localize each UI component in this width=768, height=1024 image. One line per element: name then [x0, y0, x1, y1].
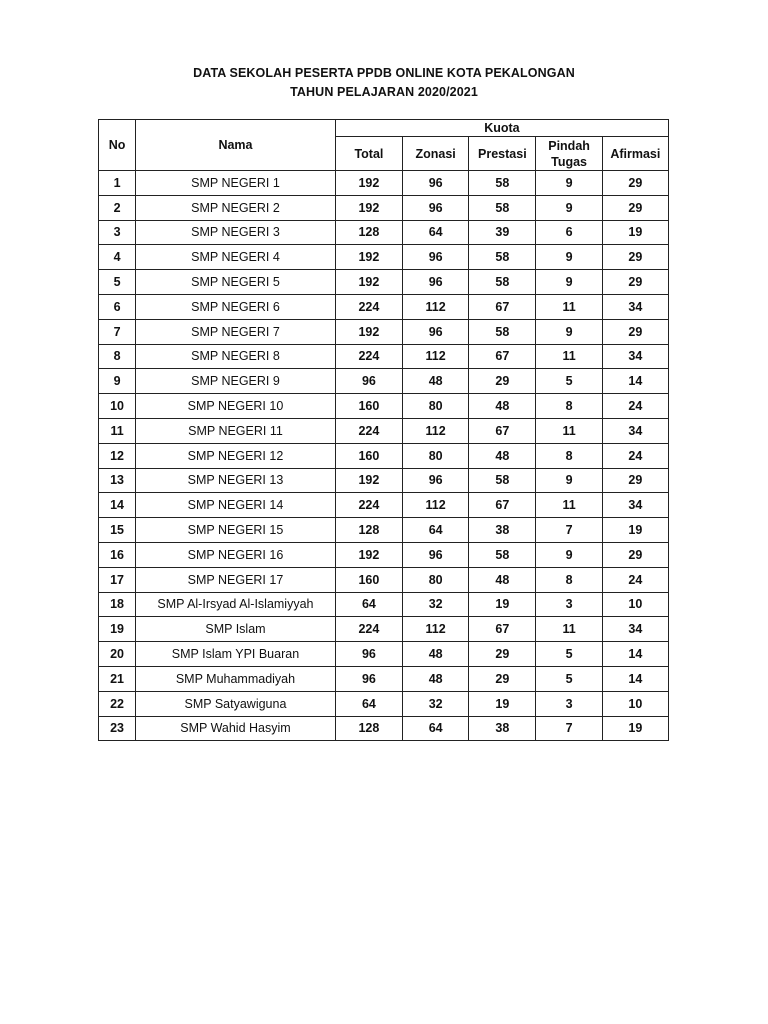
cell-afirmasi: 29	[602, 319, 668, 344]
cell-prestasi: 29	[469, 642, 536, 667]
cell-afirmasi: 19	[602, 220, 668, 245]
cell-prestasi: 19	[469, 691, 536, 716]
cell-afirmasi: 19	[602, 716, 668, 741]
cell-pindah-tugas: 8	[536, 567, 602, 592]
document-title-block	[0, 64, 768, 102]
cell-no: 22	[99, 691, 136, 716]
cell-no: 15	[99, 518, 136, 543]
cell-afirmasi: 29	[602, 270, 668, 295]
cell-pindah-tugas: 11	[536, 344, 602, 369]
cell-prestasi: 58	[469, 468, 536, 493]
document-title: DATA SEKOLAH PESERTA PPDB ONLINE KOTA PEKALONGAN	[193, 66, 575, 80]
cell-afirmasi: 24	[602, 394, 668, 419]
cell-nama: SMP NEGERI 2	[136, 195, 336, 220]
cell-no: 18	[99, 592, 136, 617]
cell-nama: SMP NEGERI 1	[136, 171, 336, 196]
table-row	[99, 592, 669, 617]
cell-nama: SMP Islam YPI Buaran	[136, 642, 336, 667]
cell-no: 21	[99, 666, 136, 691]
cell-zonasi: 96	[403, 468, 469, 493]
cell-pindah-tugas: 7	[536, 518, 602, 543]
table-row	[99, 443, 669, 468]
table-row	[99, 270, 669, 295]
cell-afirmasi: 29	[602, 468, 668, 493]
cell-pindah-tugas: 5	[536, 666, 602, 691]
cell-nama: SMP NEGERI 8	[136, 344, 336, 369]
cell-no: 6	[99, 294, 136, 319]
cell-total: 224	[335, 344, 402, 369]
header-kuota: Kuota	[335, 120, 668, 137]
table-body	[99, 171, 669, 741]
cell-pindah-tugas: 3	[536, 592, 602, 617]
cell-afirmasi: 14	[602, 642, 668, 667]
cell-zonasi: 112	[403, 418, 469, 443]
cell-total: 128	[335, 518, 402, 543]
cell-pindah-tugas: 5	[536, 369, 602, 394]
cell-total: 224	[335, 493, 402, 518]
cell-total: 96	[335, 369, 402, 394]
cell-no: 8	[99, 344, 136, 369]
cell-no: 7	[99, 319, 136, 344]
document-subtitle: TAHUN PELAJARAN 2020/2021	[290, 85, 478, 99]
table-row	[99, 344, 669, 369]
cell-no: 12	[99, 443, 136, 468]
cell-afirmasi: 34	[602, 344, 668, 369]
cell-zonasi: 96	[403, 195, 469, 220]
cell-prestasi: 58	[469, 171, 536, 196]
cell-zonasi: 112	[403, 617, 469, 642]
cell-total: 160	[335, 394, 402, 419]
header-total: Total	[335, 137, 402, 171]
table-row	[99, 418, 669, 443]
cell-zonasi: 48	[403, 666, 469, 691]
cell-no: 11	[99, 418, 136, 443]
cell-pindah-tugas: 9	[536, 270, 602, 295]
cell-zonasi: 96	[403, 171, 469, 196]
cell-no: 16	[99, 542, 136, 567]
cell-no: 1	[99, 171, 136, 196]
table-row	[99, 542, 669, 567]
cell-pindah-tugas: 9	[536, 245, 602, 270]
header-pindah-tugas: Pindah Tugas	[536, 137, 602, 171]
cell-nama: SMP NEGERI 15	[136, 518, 336, 543]
cell-pindah-tugas: 5	[536, 642, 602, 667]
table-row	[99, 394, 669, 419]
cell-total: 160	[335, 443, 402, 468]
cell-zonasi: 64	[403, 518, 469, 543]
cell-no: 23	[99, 716, 136, 741]
cell-zonasi: 32	[403, 691, 469, 716]
cell-prestasi: 58	[469, 542, 536, 567]
cell-pindah-tugas: 9	[536, 468, 602, 493]
header-no: No	[99, 120, 136, 171]
cell-total: 192	[335, 319, 402, 344]
cell-prestasi: 29	[469, 666, 536, 691]
header-nama: Nama	[136, 120, 336, 171]
cell-total: 192	[335, 468, 402, 493]
cell-pindah-tugas: 9	[536, 319, 602, 344]
table-row	[99, 369, 669, 394]
cell-afirmasi: 10	[602, 691, 668, 716]
cell-prestasi: 48	[469, 443, 536, 468]
cell-zonasi: 96	[403, 319, 469, 344]
cell-nama: SMP NEGERI 17	[136, 567, 336, 592]
cell-zonasi: 48	[403, 369, 469, 394]
cell-pindah-tugas: 11	[536, 493, 602, 518]
table-row	[99, 642, 669, 667]
cell-zonasi: 96	[403, 542, 469, 567]
cell-prestasi: 58	[469, 270, 536, 295]
cell-pindah-tugas: 6	[536, 220, 602, 245]
cell-nama: SMP Al-Irsyad Al-Islamiyyah	[136, 592, 336, 617]
cell-total: 224	[335, 418, 402, 443]
cell-afirmasi: 19	[602, 518, 668, 543]
header-afirmasi: Afirmasi	[602, 137, 668, 171]
cell-total: 192	[335, 171, 402, 196]
cell-total: 224	[335, 294, 402, 319]
cell-afirmasi: 14	[602, 666, 668, 691]
cell-nama: SMP NEGERI 3	[136, 220, 336, 245]
cell-zonasi: 80	[403, 394, 469, 419]
cell-afirmasi: 29	[602, 195, 668, 220]
table-row	[99, 518, 669, 543]
cell-no: 17	[99, 567, 136, 592]
cell-no: 20	[99, 642, 136, 667]
cell-zonasi: 112	[403, 493, 469, 518]
header-row-top	[99, 120, 669, 137]
quota-table	[98, 119, 669, 741]
cell-no: 14	[99, 493, 136, 518]
cell-prestasi: 58	[469, 245, 536, 270]
cell-prestasi: 67	[469, 617, 536, 642]
cell-total: 192	[335, 542, 402, 567]
cell-prestasi: 58	[469, 195, 536, 220]
cell-total: 64	[335, 592, 402, 617]
cell-no: 2	[99, 195, 136, 220]
cell-zonasi: 112	[403, 294, 469, 319]
cell-nama: SMP NEGERI 16	[136, 542, 336, 567]
cell-prestasi: 67	[469, 344, 536, 369]
cell-afirmasi: 29	[602, 245, 668, 270]
cell-zonasi: 96	[403, 245, 469, 270]
cell-nama: SMP NEGERI 6	[136, 294, 336, 319]
header-prestasi: Prestasi	[469, 137, 536, 171]
cell-zonasi: 64	[403, 716, 469, 741]
cell-no: 3	[99, 220, 136, 245]
cell-nama: SMP NEGERI 7	[136, 319, 336, 344]
cell-pindah-tugas: 9	[536, 171, 602, 196]
cell-total: 192	[335, 245, 402, 270]
cell-afirmasi: 34	[602, 617, 668, 642]
cell-afirmasi: 34	[602, 294, 668, 319]
cell-pindah-tugas: 9	[536, 542, 602, 567]
cell-afirmasi: 29	[602, 542, 668, 567]
cell-nama: SMP Satyawiguna	[136, 691, 336, 716]
cell-zonasi: 112	[403, 344, 469, 369]
table-row	[99, 468, 669, 493]
cell-total: 96	[335, 642, 402, 667]
cell-pindah-tugas: 8	[536, 443, 602, 468]
cell-afirmasi: 14	[602, 369, 668, 394]
cell-nama: SMP Muhammadiyah	[136, 666, 336, 691]
cell-pindah-tugas: 11	[536, 617, 602, 642]
cell-prestasi: 48	[469, 394, 536, 419]
cell-afirmasi: 29	[602, 171, 668, 196]
table-row	[99, 691, 669, 716]
cell-nama: SMP NEGERI 11	[136, 418, 336, 443]
header-zonasi: Zonasi	[403, 137, 469, 171]
cell-total: 224	[335, 617, 402, 642]
table-row	[99, 319, 669, 344]
cell-prestasi: 38	[469, 518, 536, 543]
cell-no: 10	[99, 394, 136, 419]
cell-afirmasi: 24	[602, 443, 668, 468]
cell-afirmasi: 10	[602, 592, 668, 617]
cell-nama: SMP NEGERI 14	[136, 493, 336, 518]
cell-total: 192	[335, 195, 402, 220]
table-row	[99, 171, 669, 196]
cell-afirmasi: 34	[602, 493, 668, 518]
cell-total: 128	[335, 716, 402, 741]
table-row	[99, 716, 669, 741]
cell-zonasi: 80	[403, 443, 469, 468]
cell-prestasi: 58	[469, 319, 536, 344]
cell-prestasi: 29	[469, 369, 536, 394]
cell-zonasi: 48	[403, 642, 469, 667]
cell-pindah-tugas: 11	[536, 418, 602, 443]
cell-prestasi: 19	[469, 592, 536, 617]
cell-nama: SMP Wahid Hasyim	[136, 716, 336, 741]
cell-no: 9	[99, 369, 136, 394]
cell-total: 192	[335, 270, 402, 295]
cell-nama: SMP NEGERI 4	[136, 245, 336, 270]
table-row	[99, 567, 669, 592]
cell-total: 160	[335, 567, 402, 592]
cell-pindah-tugas: 3	[536, 691, 602, 716]
table-row	[99, 666, 669, 691]
cell-no: 5	[99, 270, 136, 295]
cell-total: 96	[335, 666, 402, 691]
cell-prestasi: 48	[469, 567, 536, 592]
cell-nama: SMP NEGERI 12	[136, 443, 336, 468]
cell-prestasi: 67	[469, 418, 536, 443]
cell-no: 19	[99, 617, 136, 642]
cell-nama: SMP NEGERI 9	[136, 369, 336, 394]
cell-prestasi: 39	[469, 220, 536, 245]
cell-zonasi: 32	[403, 592, 469, 617]
cell-prestasi: 67	[469, 493, 536, 518]
table-row	[99, 294, 669, 319]
table-row	[99, 220, 669, 245]
cell-no: 4	[99, 245, 136, 270]
cell-prestasi: 38	[469, 716, 536, 741]
cell-pindah-tugas: 11	[536, 294, 602, 319]
cell-pindah-tugas: 8	[536, 394, 602, 419]
cell-pindah-tugas: 7	[536, 716, 602, 741]
cell-nama: SMP NEGERI 13	[136, 468, 336, 493]
cell-nama: SMP NEGERI 5	[136, 270, 336, 295]
cell-pindah-tugas: 9	[536, 195, 602, 220]
cell-afirmasi: 24	[602, 567, 668, 592]
cell-prestasi: 67	[469, 294, 536, 319]
cell-zonasi: 64	[403, 220, 469, 245]
cell-zonasi: 80	[403, 567, 469, 592]
table-row	[99, 617, 669, 642]
table-row	[99, 493, 669, 518]
cell-total: 128	[335, 220, 402, 245]
cell-no: 13	[99, 468, 136, 493]
table-row	[99, 245, 669, 270]
table-row	[99, 195, 669, 220]
cell-zonasi: 96	[403, 270, 469, 295]
cell-afirmasi: 34	[602, 418, 668, 443]
cell-nama: SMP NEGERI 10	[136, 394, 336, 419]
cell-nama: SMP Islam	[136, 617, 336, 642]
cell-total: 64	[335, 691, 402, 716]
